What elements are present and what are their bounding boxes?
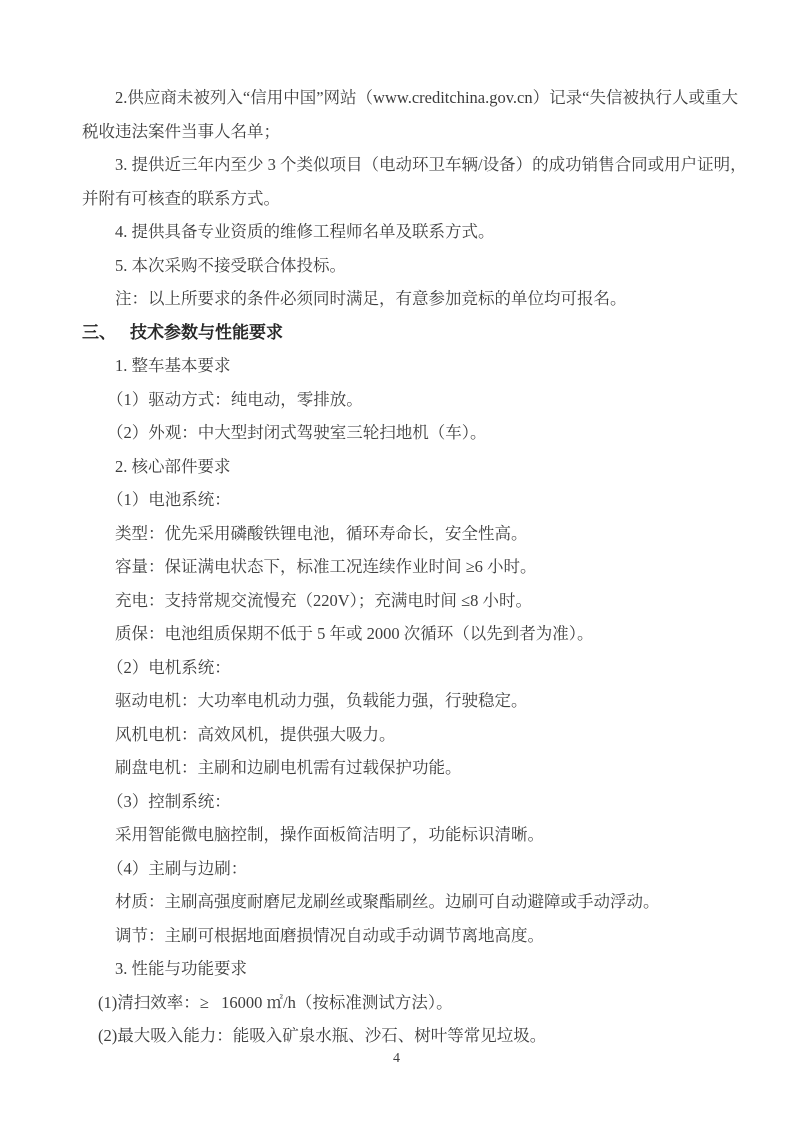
paragraph: [82, 148, 754, 215]
paragraph: [82, 1019, 754, 1053]
paragraph-line: 采用智能微电脑控制，操作面板简洁明了，功能标识清晰。: [115, 825, 544, 844]
section-heading-number: 三、: [82, 322, 116, 342]
paragraph: [82, 885, 754, 919]
paragraph: [82, 852, 754, 886]
section-heading-title: 技术参数与性能要求: [130, 322, 283, 342]
paragraph: [82, 785, 754, 819]
paragraph-line: 4. 提供具备专业资质的维修工程师名单及联系方式。: [115, 222, 495, 241]
paragraph: [82, 249, 754, 283]
section-heading: [82, 316, 754, 350]
paragraph-line: 2.供应商未被列入“信用中国”网站（www.creditchina.gov.cn）记录“失信被执行人或重大: [115, 88, 738, 107]
paragraph: [82, 651, 754, 685]
paragraph: [82, 81, 754, 148]
paragraph-line: 质保：电池组质保期不低于 5 年或 2000 次循环（以先到者为准）。: [115, 624, 594, 643]
paragraph: [82, 416, 754, 450]
paragraph-line: 3. 性能与功能要求: [115, 959, 247, 978]
paragraph-line: 税收违法案件当事人名单；: [82, 121, 280, 141]
paragraph-line: （3）控制系统：: [107, 791, 231, 811]
paragraph-line: 并附有可核查的联系方式。: [82, 188, 280, 208]
paragraph: [82, 550, 754, 584]
paragraph-line: 刷盘电机：主刷和边刷电机需有过载保护功能。: [115, 758, 462, 777]
paragraph-line: （1）电池系统：: [107, 490, 231, 509]
paragraph: [82, 215, 754, 249]
paragraph: [82, 952, 754, 986]
paragraph-line: 容量：保证满电状态下，标准工况连续作业时间 ≥6 小时。: [115, 557, 537, 576]
paragraph-line: 1. 整车基本要求: [115, 356, 231, 375]
paragraph-line: 驱动电机：大功率电机动力强，负载能力强，行驶稳定。: [115, 691, 528, 710]
paragraph-line: 5. 本次采购不接受联合体投标。: [115, 255, 346, 275]
paragraph: [82, 684, 754, 718]
paragraph: [82, 584, 754, 618]
paragraph: [82, 986, 754, 1020]
paragraph: [82, 718, 754, 752]
paragraph-line: 注：以上所要求的条件必须同时满足，有意参加竞标的单位均可报名。: [115, 289, 627, 308]
paragraph: [82, 450, 754, 484]
paragraph-line: 3. 提供近三年内至少 3 个类似项目（电动环卫车辆/设备）的成功销售合同或用户证明，: [115, 155, 747, 174]
paragraph: [82, 617, 754, 651]
paragraph-line: （1）驱动方式：纯电动，零排放。: [107, 389, 363, 409]
paragraph-line: 风机电机：高效风机，提供强大吸力。: [115, 724, 396, 744]
paragraph-line: 材质：主刷高强度耐磨尼龙刷丝或聚酯刷丝。边刷可自动避障或手动浮动。: [115, 892, 660, 911]
page-number: 4: [393, 1051, 400, 1066]
paragraph: [82, 818, 754, 852]
paragraph: [82, 349, 754, 383]
paragraph-line: 类型：优先采用磷酸铁锂电池，循环寿命长，安全性高。: [115, 523, 528, 543]
paragraph: [82, 517, 754, 551]
paragraph: [82, 919, 754, 953]
paragraph-line: (1)清扫效率：≥ 16000 ㎡/h（按标准测试方法）。: [98, 992, 453, 1012]
paragraph-line: (2)最大吸入能力：能吸入矿泉水瓶、沙石、树叶等常见垃圾。: [98, 1026, 547, 1045]
paragraph-line: （2）外观：中大型封闭式驾驶室三轮扫地机（车）。: [107, 423, 487, 442]
paragraph-line: （4）主刷与边刷：: [107, 858, 248, 878]
document-body: [82, 81, 754, 1053]
paragraph-line: （2）电机系统：: [107, 657, 231, 677]
paragraph-line: 调节：主刷可根据地面磨损情况自动或手动调节离地高度。: [115, 925, 544, 945]
paragraph: [82, 383, 754, 417]
paragraph: [82, 282, 754, 316]
paragraph-line: 2. 核心部件要求: [115, 456, 231, 476]
paragraph-line: 充电：支持常规交流慢充（220V）；充满电时间 ≤8 小时。: [115, 590, 532, 610]
paragraph: [82, 751, 754, 785]
paragraph: [82, 483, 754, 517]
